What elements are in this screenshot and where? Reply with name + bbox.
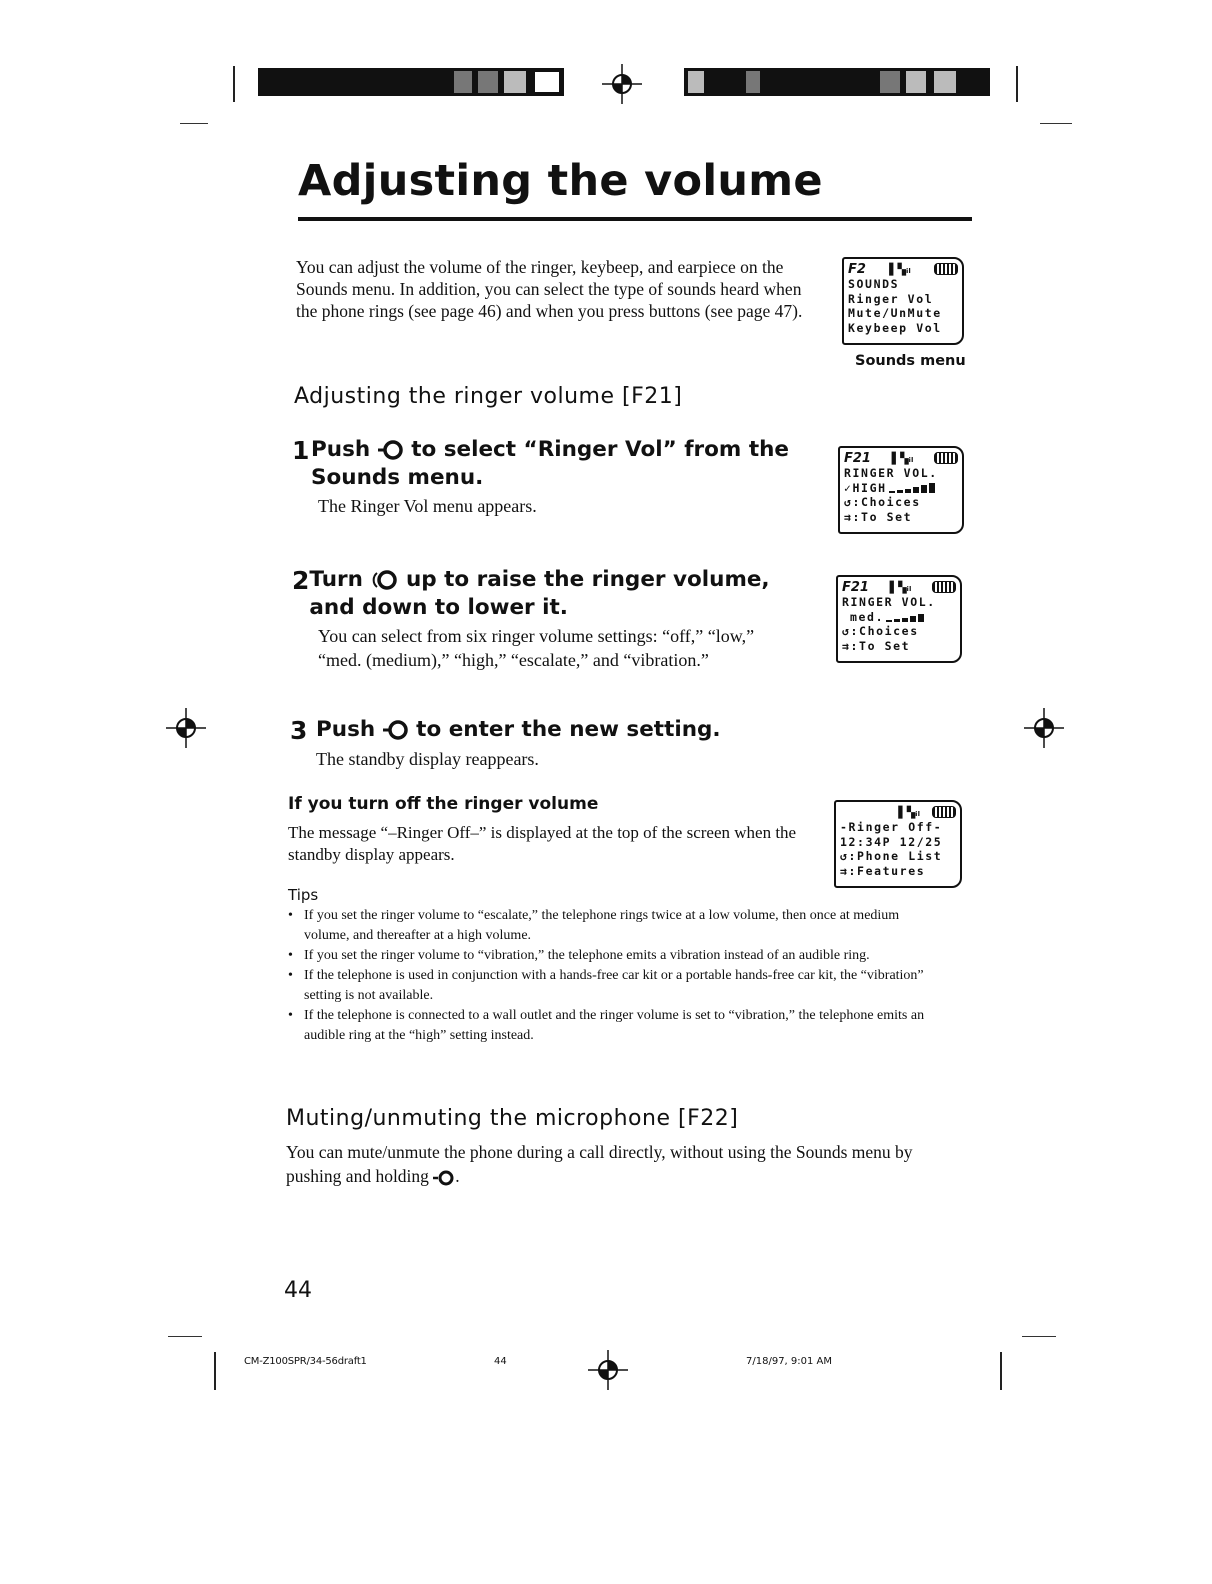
screen-line: med. (850, 609, 885, 624)
screen-line: ↺:Choices (842, 624, 919, 638)
battery-icon (934, 263, 958, 275)
step-heading-post: up to raise the ringer volume, and down to lower it. (309, 567, 770, 620)
signal-icon: ▌▚ᵢₗ (889, 262, 911, 276)
screen-code: F21 (842, 579, 869, 595)
step-body: You can select from six ringer volume settings: “off,” “low,” “med. (medium),” “high,” “escalate,” and “vibration.” (318, 626, 755, 670)
tips-heading: Tips (288, 886, 319, 904)
tip-item: • If you set the ringer volume to “escalate,” the telephone rings twice at a low volume, then once at medium volume, and thereafter at a high volume. (286, 906, 946, 946)
sounds-menu-caption: Sounds menu (855, 353, 966, 369)
registration-bar-left (258, 68, 564, 96)
step-heading-pre: Push (316, 717, 376, 742)
jog-dial-push-icon (383, 720, 409, 740)
registration-crosshair-icon (166, 708, 206, 748)
step-3 (290, 716, 810, 771)
ringer-vol-med-screen (836, 575, 962, 663)
tip-item: • If you set the ringer volume to “vibration,” the telephone emits a vibration instead of an audible ring. (286, 946, 946, 966)
battery-icon (934, 452, 958, 464)
crop-mark (1022, 1336, 1056, 1337)
sounds-menu-screen (842, 257, 964, 345)
ringer-vol-high-screen (838, 446, 964, 534)
page-number: 44 (284, 1278, 312, 1303)
footer-file: CM-Z100SPR/34-56draft1 (244, 1356, 367, 1367)
screen-line: Mute/UnMute (848, 306, 942, 320)
screen-code: F21 (844, 450, 871, 466)
screen-line: 12:34P 12/25 (840, 834, 943, 849)
registration-crosshair-icon (1024, 708, 1064, 748)
registration-crosshair-icon (602, 64, 642, 104)
ringer-off-standby-screen (834, 800, 962, 888)
screen-code: F2 (848, 261, 866, 277)
screen-line: ✓HIGH (844, 480, 887, 495)
step-number: 3 (290, 716, 308, 745)
screen-line: ⇉:To Set (844, 509, 913, 524)
signal-icon: ▌▚ᵢₗ (898, 805, 920, 819)
step-1 (292, 436, 792, 518)
tip-item: • If the telephone is used in conjunction with a hands-free car kit or a portable hands-free car kit, the “vibration” setting is not available. (286, 966, 946, 1006)
crop-mark (1040, 123, 1072, 124)
screen-line: RINGER VOL. (842, 595, 936, 609)
mute-body-text: You can mute/unmute the phone during a call directly, without using the Sounds menu by pushing and holding (286, 1142, 913, 1186)
step-number: 1 (292, 436, 310, 465)
mute-body-end: . (455, 1166, 460, 1186)
screen-line: -Ringer Off- (840, 820, 943, 834)
step-body: The Ringer Vol menu appears. (318, 496, 537, 516)
footer-date: 7/18/97, 9:01 AM (746, 1356, 833, 1367)
screen-line: ⇉:To Set (842, 638, 911, 653)
step-number: 2 (292, 566, 310, 595)
footer-page: 44 (494, 1356, 507, 1367)
off-section-heading: If you turn off the ringer volume (288, 794, 599, 814)
step-heading-pre: Turn (309, 567, 363, 592)
step-heading-post: to select “Ringer Vol” from the Sounds menu. (311, 437, 789, 490)
signal-icon: ▌▚ᵢₗ (891, 451, 914, 465)
intro-paragraph: You can adjust the volume of the ringer, keybeep, and earpiece on the Sounds menu. In addition, you can select the type of sounds heard when the phone rings (see page 46) and when you press buttons (see page 47). (296, 257, 803, 321)
tips-list (286, 906, 946, 1046)
tip-item: • If the telephone is connected to a wall outlet and the ringer volume is set to “vibration,” the telephone emits an audible ring at the “high” setting instead. (286, 1006, 946, 1046)
battery-icon (932, 581, 956, 593)
mute-section-heading: Muting/unmuting the microphone [F22] (286, 1106, 739, 1131)
crop-mark (180, 123, 208, 124)
ringer-section-heading: Adjusting the ringer volume [F21] (294, 384, 683, 409)
battery-icon (932, 806, 956, 818)
step-body: The standby display reappears. (316, 749, 539, 769)
off-section-body: The message “–Ringer Off–” is displayed at the top of the screen when the standby display appears. (288, 823, 797, 864)
step-heading-post: to enter the new setting. (416, 717, 721, 742)
screen-line: ↺:Phone List (840, 849, 943, 863)
crop-mark (214, 1352, 216, 1390)
mute-section-body (286, 1140, 946, 1188)
screen-line: ⇉:Features (840, 863, 926, 878)
registration-crosshair-icon (588, 1350, 628, 1390)
page-title: Adjusting the volume (298, 156, 823, 206)
title-rule (298, 217, 972, 221)
crop-mark (168, 1336, 202, 1337)
jog-dial-push-icon (378, 440, 404, 460)
volume-level-icon (889, 483, 937, 493)
step-2 (292, 566, 792, 672)
crop-mark (233, 66, 235, 102)
screen-line: Keybeep Vol (848, 320, 942, 335)
screen-line: SOUNDS (848, 277, 900, 291)
screen-line: Ringer Vol (848, 291, 934, 306)
jog-dial-push-icon (433, 1170, 455, 1186)
signal-icon: ▌▚ᵢₗ (889, 580, 912, 594)
volume-level-icon (886, 612, 928, 622)
screen-line: ↺:Choices (844, 495, 921, 509)
jog-dial-turn-icon (370, 570, 398, 590)
registration-bar-right (684, 68, 990, 96)
step-heading-pre: Push (311, 437, 371, 462)
crop-mark (1000, 1352, 1002, 1390)
screen-line: RINGER VOL. (844, 466, 938, 480)
crop-mark (1016, 66, 1018, 102)
